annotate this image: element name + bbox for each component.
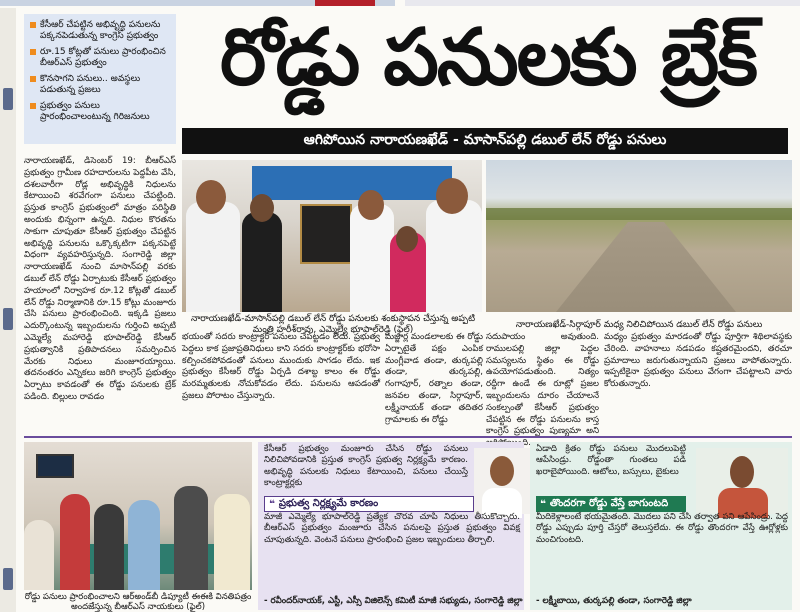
- person-figure: [242, 212, 282, 312]
- person-figure: [24, 520, 54, 590]
- highlight-item: రూ.15 కోట్లతో పనులు ప్రారంభించిన బీఆర్ఎస్ ప్రభుత్వం: [30, 47, 172, 69]
- person-head: [196, 180, 226, 214]
- bullet-square-icon: [30, 49, 36, 55]
- bullet-square-icon: [30, 103, 36, 109]
- stalled-road-photo: [486, 160, 792, 312]
- portrait-face: [730, 456, 754, 488]
- person-figure: [214, 494, 250, 590]
- quote-mark-icon: ❝: [540, 498, 546, 510]
- article-column-4: సదుపాయం అవుతుంది. రాములపల్లి జిల్లా పెద్దల సమస్యలను స్థితం ఈ రోడ్డు ఉపయోగపడుతుంది. నిత్యం రద్దీగా ఉండే ఈ రూట్లో ప్రజల ఇబ్బందులను దూరం చేయాలనే సంకల్పంతో కేసీఆర్ ప్రభుత్వం చేపట్టిన ఈ రోడ్డు పనులను కాస్త కాంగ్రెస్ ప్రభుత్వం పుణ్యమా అని: [486, 332, 599, 437]
- unpaved-road: [556, 222, 736, 312]
- portrait-face: [490, 456, 514, 486]
- subheadline: ఆగిపోయిన నారాయణఖేడ్ - మాసాన్‌పల్లి డబుల్ లేన్ రోడ్డు పనులు: [182, 128, 788, 154]
- top-color-strip-right: [405, 0, 800, 6]
- photo1-caption: నారాయణఖేడ్-మాసాన్‌పల్లి డబుల్ లేన్ రోడ్డు పనులకు శంకుస్థాపన చేస్తున్న అప్పటి మంత్రి హరీశ్‌రావు, ఎమ్మెల్యే భూపాల్‌రెడ్డి (ఫైల్): [190, 314, 476, 335]
- wall-monitor: [36, 454, 74, 478]
- quote1-signature: - రవీందర్‌నాయక్, ఎస్టీ, ఎస్సీ విజిలెన్స్ కమిటీ మాజీ సభ్యుడు, సంగారెడ్డి జిల్లా: [264, 596, 523, 606]
- person-head: [436, 178, 468, 214]
- section-divider: [24, 436, 792, 438]
- gutter-marker: [3, 308, 13, 330]
- article-column-1: నారాయణఖేడ్, డిసెంబర్ 19: బీఆర్ఎస్ ప్రభుత్వం గ్రామీణ రహదారులను పెద్దపీట వేసి, దశలవారీగా రోడ్ల అభివృద్ధికి నిధులను కేటాయించి శరవేగంగా పనులు చేపట్టింది. ప్రస్తుత కాంగ్రెస్ ప్రభుత్వంలో మాత్రం పరిస్థితి అందుకు భిన్నంగా ఉన్నది. నిధుల కొరతను సాకుగా చూపుతూ కేసీఆర్ ప్రభుత్వం చేపట్టిన అభివృద్ధి పనులను ఒక్కొక్కటిగా పక్కనపెట్టే విధంగా వ్యవహరిస్తున్నది. సంగారెడ్డి జిల్లా నారాయణఖేడ్ నుంచి మాసాన్‌పల్లి వరకు డబుల్ లేన్ రోడ్డు ఏర్పాటుకు కేసీఆర్ ప్రభుత్వం హయాంలో నిర్వాహక రూ.12 కోట్లతో డబుల్ లేన్ రోడ్డు నిర్మాణానికి రూ.15 కోట్లు మంజూరు చేసి పనులు ప్రారంభించింది. ఇక్కడి ప్రజలు ఎదుర్కొంటున్న ఇబ్బందులను గుర్తించి అప్పటి ఎమ్మెల్యే మహారెడ్డి భూపాల్‌రెడ్డి కేసీఆర్ ప్రభుత్వానికి ప్రతిపాదనలు సమర్పించిన మేరకు నిధులు మంజూరయ్యాయి. తదనంతరం ఎన్నికలు జరిగి కాంగ్రెస్ ప్రభుత్వం ఏర్పాటు కావడంతో ఈ రోడ్డు పనులకు బ్రేక్ పడింది. బిల్లులు రావడం: [24, 156, 176, 402]
- foundation-ceremony-photo: [182, 160, 482, 312]
- quote1-tag: ❝ ప్రభుత్వ నిర్లక్ష్యమే కారణం: [264, 496, 474, 512]
- quote-mark-icon: ❝: [269, 498, 275, 510]
- quote2-text-bottom: మీదికెళ్లాలంటే భయమైతంది. మొదలు పని చేసి తర్వాత పని ఆపేసిండ్రు. పెద్ద రోడ్డు ఎప్పుడు పూర్తి చేస్తరో తెలుస్తలేదు. ఈ రోడ్డు తొందరగా వేస్తే ఊర్లోళ్లకు మంచిగుంటది.: [536, 512, 788, 545]
- quote2-text-top: ఏడాది క్రితం రోడ్డు పనులు మొదలుపెట్టి ఆపేసిండ్రు. రోడ్డంతా గుంతలు పడి ఖరాబైపోయింది. ఆటోలు, బస్సులు, బైకులు: [536, 444, 686, 477]
- person-head: [358, 190, 384, 220]
- article-column-3: మజ్జార్ల మండలాలకు ఈ రోడ్డు ఏర్పాటైతే పక్షం ఎంపిక మంగ్లీవాడ తండా, తుర్కపల్లి తండా, తుర్కపల్లి, గంగాపూర్, రత్నాల తండా, జనవల తండా, సిర్గాపూర్, లక్ష్మీనాయక్ తండా తదితర గ్రామాలకు ఈ రోడ్డు: [385, 332, 483, 425]
- photo3-caption: రోడ్డు పనులు ప్రారంభించాలని ఆర్‌అండ్‌బీ డిప్యూటీ ఈఈకి వినతిపత్రం అందజేస్తున్న బీఆర్ఎస్ నాయకులు (ఫైల్): [24, 592, 252, 612]
- article-column-2: భయంతో సదరు కాంట్రాక్టర్ పనులు చేపట్టడం లేదు. ప్రభుత్వ పెద్దలు కాక ప్రజాప్రతినిధులు కాని సదరు కాంట్రాక్టర్‌కు భరోసా కల్పించకపోవడంతో పనులు ముందుకు సాగడం లేదు. ఇక ప్రభుత్వం కేసీఆర్ రోడ్డు ఏర్పడి దశాబ్ద కాలం ఈ రోడ్డు మరమ్మతులకు నోచుకోవడం లేదు. పనులను ఆపడంతో ప్రజలు పోరాటం చేస్తున్నారు.: [182, 332, 380, 401]
- gutter-marker: [3, 568, 13, 590]
- person-figure: [350, 204, 394, 312]
- quote2-signature: - లక్ష్మీబాయి, తుర్కపల్లి తండా, సంగారెడ్డి జిల్లా: [536, 596, 692, 606]
- bullet-square-icon: [30, 22, 36, 28]
- treeline: [486, 208, 792, 220]
- top-color-strip-left: [0, 0, 395, 6]
- highlights-box: [24, 14, 176, 144]
- person-figure: [60, 494, 90, 590]
- headline: రోడ్డు పనులకు బ్రేక్: [219, 12, 756, 103]
- quote1-text-bottom: మాజీ ఎమ్మెల్యే భూపాల్‌రెడ్డి ప్రత్యేక చొరవ చూపి నిధులు తీసుకొచ్చారు. బీఆర్ఎస్ ప్రభుత్వం మంజూరు చేసిన పనులపై ప్రస్తుత ప్రభుత్వం వివక్ష చూపుతున్నది. వెంటనే పనులు ప్రారంభించి ప్రజల ఇబ్బందులు తీర్చాలి.: [264, 512, 520, 545]
- person-figure: [174, 486, 208, 590]
- person-figure: [128, 500, 160, 590]
- person-figure: [426, 200, 482, 312]
- quote2-tag: ❝ తొందరగా రోడ్డు వేస్తే బాగుంటది: [536, 496, 686, 512]
- bullet-square-icon: [30, 76, 36, 82]
- highlight-item: కొనసాగని పనులు.. అవస్థలు పడుతున్న ప్రజలు: [30, 74, 172, 96]
- person-figure: [186, 202, 240, 312]
- photo-banner: [252, 166, 452, 200]
- gutter-marker: [3, 88, 13, 110]
- person-head: [250, 194, 274, 222]
- foundation-plaque: [300, 204, 352, 264]
- article-column-5: మధ్యం ప్రభుత్వం మారడంతో రోడ్డు పూర్తిగా శిథిలావస్థకు చేరింది. వాహనాలు నడపడం కష్టతరమైందని, తరచూ ప్రమాదాలు జరుగుతున్నాయని ప్రజలు వాపోతున్నారు. ఇప్పటికైనా ప్రభుత్వం పనులు వేగంగా చేపట్టాలని వారు కోరుతున్నారు.: [604, 332, 792, 390]
- quote1-text-top: కేసీఆర్ ప్రభుత్వం మంజూరు చేసిన రోడ్డు పనులు నిలిచిపోవడానికి ప్రస్తుత కాంగ్రెస్ ప్రభుత్వ నిర్లక్ష్యమే కారణం. అభివృద్ధి పనులకు నిధులు కేటాయించి, పనులు చేయిస్తే కాంట్రాక్టర్లకు: [264, 444, 468, 489]
- photo2-caption: నారాయణఖేడ్-సిర్గాపూర్ మధ్య నిలిచిపోయిన డబుల్ లేన్ రోడ్డు పనులు: [515, 320, 763, 330]
- petition-photo: [24, 442, 252, 590]
- person-head: [396, 226, 418, 252]
- highlight-item: కేసీఆర్ చేపట్టిన అభివృద్ధి పనులను పక్కనపెడుతున్న కాంగ్రెస్ ప్రభుత్వం: [30, 20, 172, 42]
- highlight-item: ప్రభుత్వం పనులు ప్రారంభించాలంటున్న గిరిజనులు: [30, 101, 172, 123]
- resident-portrait: [696, 448, 788, 514]
- left-gutter: [0, 8, 16, 612]
- leader-portrait: [474, 448, 530, 514]
- person-figure: [94, 504, 124, 590]
